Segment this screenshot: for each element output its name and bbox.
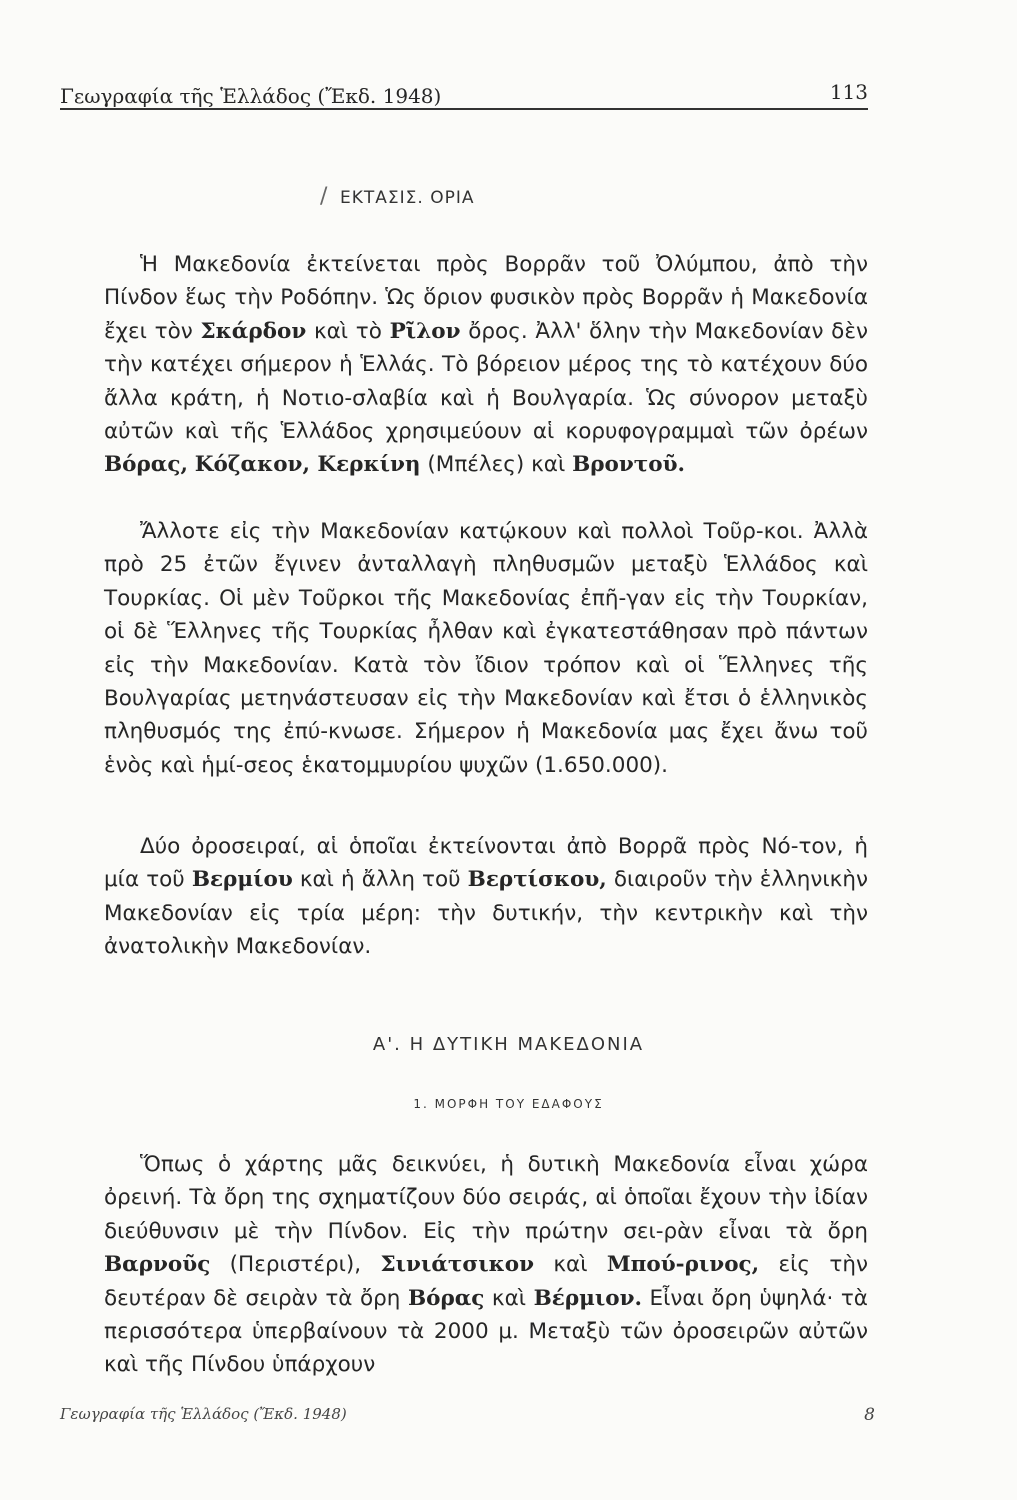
p4-text-5: καὶ: [491, 1285, 527, 1311]
footer-title: Γεωγραφία τῆς Ἑλλάδος (Ἔκδ. 1948): [60, 1405, 347, 1423]
p4-bold-5: Βέρμιον.: [533, 1285, 643, 1311]
p3-bold-2: Βερτίσκου,: [467, 867, 607, 893]
running-footer: [60, 1405, 875, 1423]
p1-bold-4: Κόζακον, Κερκίνη: [194, 452, 421, 478]
p3-text-2: καὶ ἡ ἄλλη τοῦ: [299, 867, 461, 893]
p4-bold-4: Βόρας: [407, 1285, 485, 1311]
p1-bold-3: Βόρας,: [104, 452, 188, 478]
paragraph-3: [104, 830, 868, 964]
p1-text-4: (Μπέλες) καὶ: [427, 452, 566, 478]
p4-text-1: Ὅπως ὁ χάρτης μᾶς δεικνύει, ἡ δυτικὴ Μακεδονία εἶναι χώρα ὀρεινή. Τὰ ὄρη της σχηματίζουν δύο σειράς, αἱ ὁποῖαι ἔχουν τὴν ἰδίαν διεύθυνσιν μὲ τὴν Πίνδον. Εἰς τὴν πρώτην σει-ρὰν εἶναι τὰ ὄρη: [104, 1152, 868, 1244]
p4-bold-1: Βαρνοῦς: [104, 1252, 211, 1278]
p3-text-1: Δύο ὀροσειραί, αἱ ὁποῖαι ἐκτείνονται ἀπὸ Βορρᾶ πρὸς Νό-τον, ἡ μία τοῦ: [104, 834, 868, 893]
paragraph-4: [104, 1148, 868, 1382]
p4-bold-2: Σινιάτσικον: [380, 1252, 535, 1278]
p1-bold-2: Ρῖλον: [389, 318, 461, 344]
p4-text-3: καὶ: [553, 1252, 588, 1278]
p4-text-4: εἰς τὴν δευτέραν δὲ σειρὰν τὰ ὄρη: [104, 1252, 868, 1311]
signature-number: 8: [864, 1405, 875, 1425]
p1-text-1: Ἡ Μακεδονία ἐκτείνεται πρὸς Βορρᾶν τοῦ Ὀλύμπου, ἀπὸ τὴν Πίνδον ἕως τὴν Ροδόπην. Ὡς ὅριον φυσικὸν πρὸς Βορρᾶν ἡ Μακεδονία ἔχει τὸν: [104, 252, 868, 344]
p1-bold-5: Βροντοῦ.: [572, 452, 686, 478]
margin-mark: /: [320, 184, 328, 209]
p1-text-3: ὄρος. Ἀλλ' ὅλην τὴν Μακεδονίαν δὲν τὴν κατέχει σήμερον ἡ Ἑλλάς. Τὸ βόρειον μέρος της τὸ κατέχουν δύο ἄλλα κράτη, ἡ Νοτιο-σλαβία καὶ ἡ Βουλγαρία. Ὡς σύνορον μεταξὺ αὐτῶν καὶ τῆς Ἑλλάδος χρησιμεύουν αἱ κορυφογραμμαὶ τῶν ὀρέων: [104, 318, 868, 445]
section-title: ΕΚΤΑΣΙΣ. ΟΡΙΑ: [340, 188, 475, 208]
subsection-title: 1. ΜΟΡΦΗ ΤΟΥ ΕΔΑΦΟΥΣ: [413, 1097, 604, 1111]
p4-bold-3: Μπού-ρινος,: [606, 1252, 760, 1278]
header-title: Γεωγραφία τῆς Ἑλλάδος (Ἔκδ. 1948): [60, 84, 442, 108]
p1-bold-1: Σκάρδον: [200, 318, 307, 344]
p1-text-2: καὶ τὸ: [313, 318, 382, 344]
p4-text-2: (Περιστέρι),: [229, 1252, 362, 1278]
p4-text-6: Εἶναι ὄρη ὑψηλά· τὰ περισσότερα ὑπερβαίνουν τὰ 2000 μ. Μεταξὺ τῶν ὀροσειρῶν αὐτῶν καὶ τῆς Πίνδου ὑπάρχουν: [104, 1285, 868, 1378]
paragraph-2: Ἄλλοτε εἰς τὴν Μακεδονίαν κατῴκουν καὶ πολλοὶ Τοῦρ-κοι. Ἀλλὰ πρὸ 25 ἐτῶν ἔγινεν ἀνταλλαγὴ πληθυσμῶν μεταξὺ Ἑλλάδος καὶ Τουρκίας. Οἱ μὲν Τοῦρκοι τῆς Μακεδονίας ἐπῆ-γαν εἰς τὴν Τουρκίαν, οἱ δὲ Ἕλληνες τῆς Τουρκίας ἦλθαν καὶ ἐγκατεστάθησαν πρὸ πάντων εἰς τὴν Μακεδονίαν. Κατὰ τὸν ἴδιον τρόπον καὶ οἱ Ἕλληνες τῆς Βουλγαρίας μετηνάστευσαν εἰς τὴν Μακεδονίαν καὶ ἔτσι ὁ ἑλληνικὸς πληθυσμός της ἐπύ-κνωσε. Σήμερον ἡ Μακεδονία μας ἔχει ἄνω τοῦ ἑνὸς καὶ ἡμί-σεος ἑκατομμυρίου ψυχῶν (1.650.000).: [104, 519, 868, 778]
p3-text-3: διαιροῦν τὴν ἑλληνικὴν Μακεδονίαν εἰς τρία μέρη: τὴν δυτικήν, τὴν κεντρικὴν καὶ τὴν ἀνατολικὴν Μακεδονίαν.: [104, 867, 868, 960]
p3-bold-1: Βερμίου: [191, 867, 293, 893]
page-number: 113: [829, 80, 868, 104]
chapter-title: Α'. Η ΔΥΤΙΚΗ ΜΑΚΕΔΟΝΙΑ: [372, 1034, 645, 1055]
paragraph-1: [104, 248, 868, 482]
running-header: [60, 80, 868, 110]
